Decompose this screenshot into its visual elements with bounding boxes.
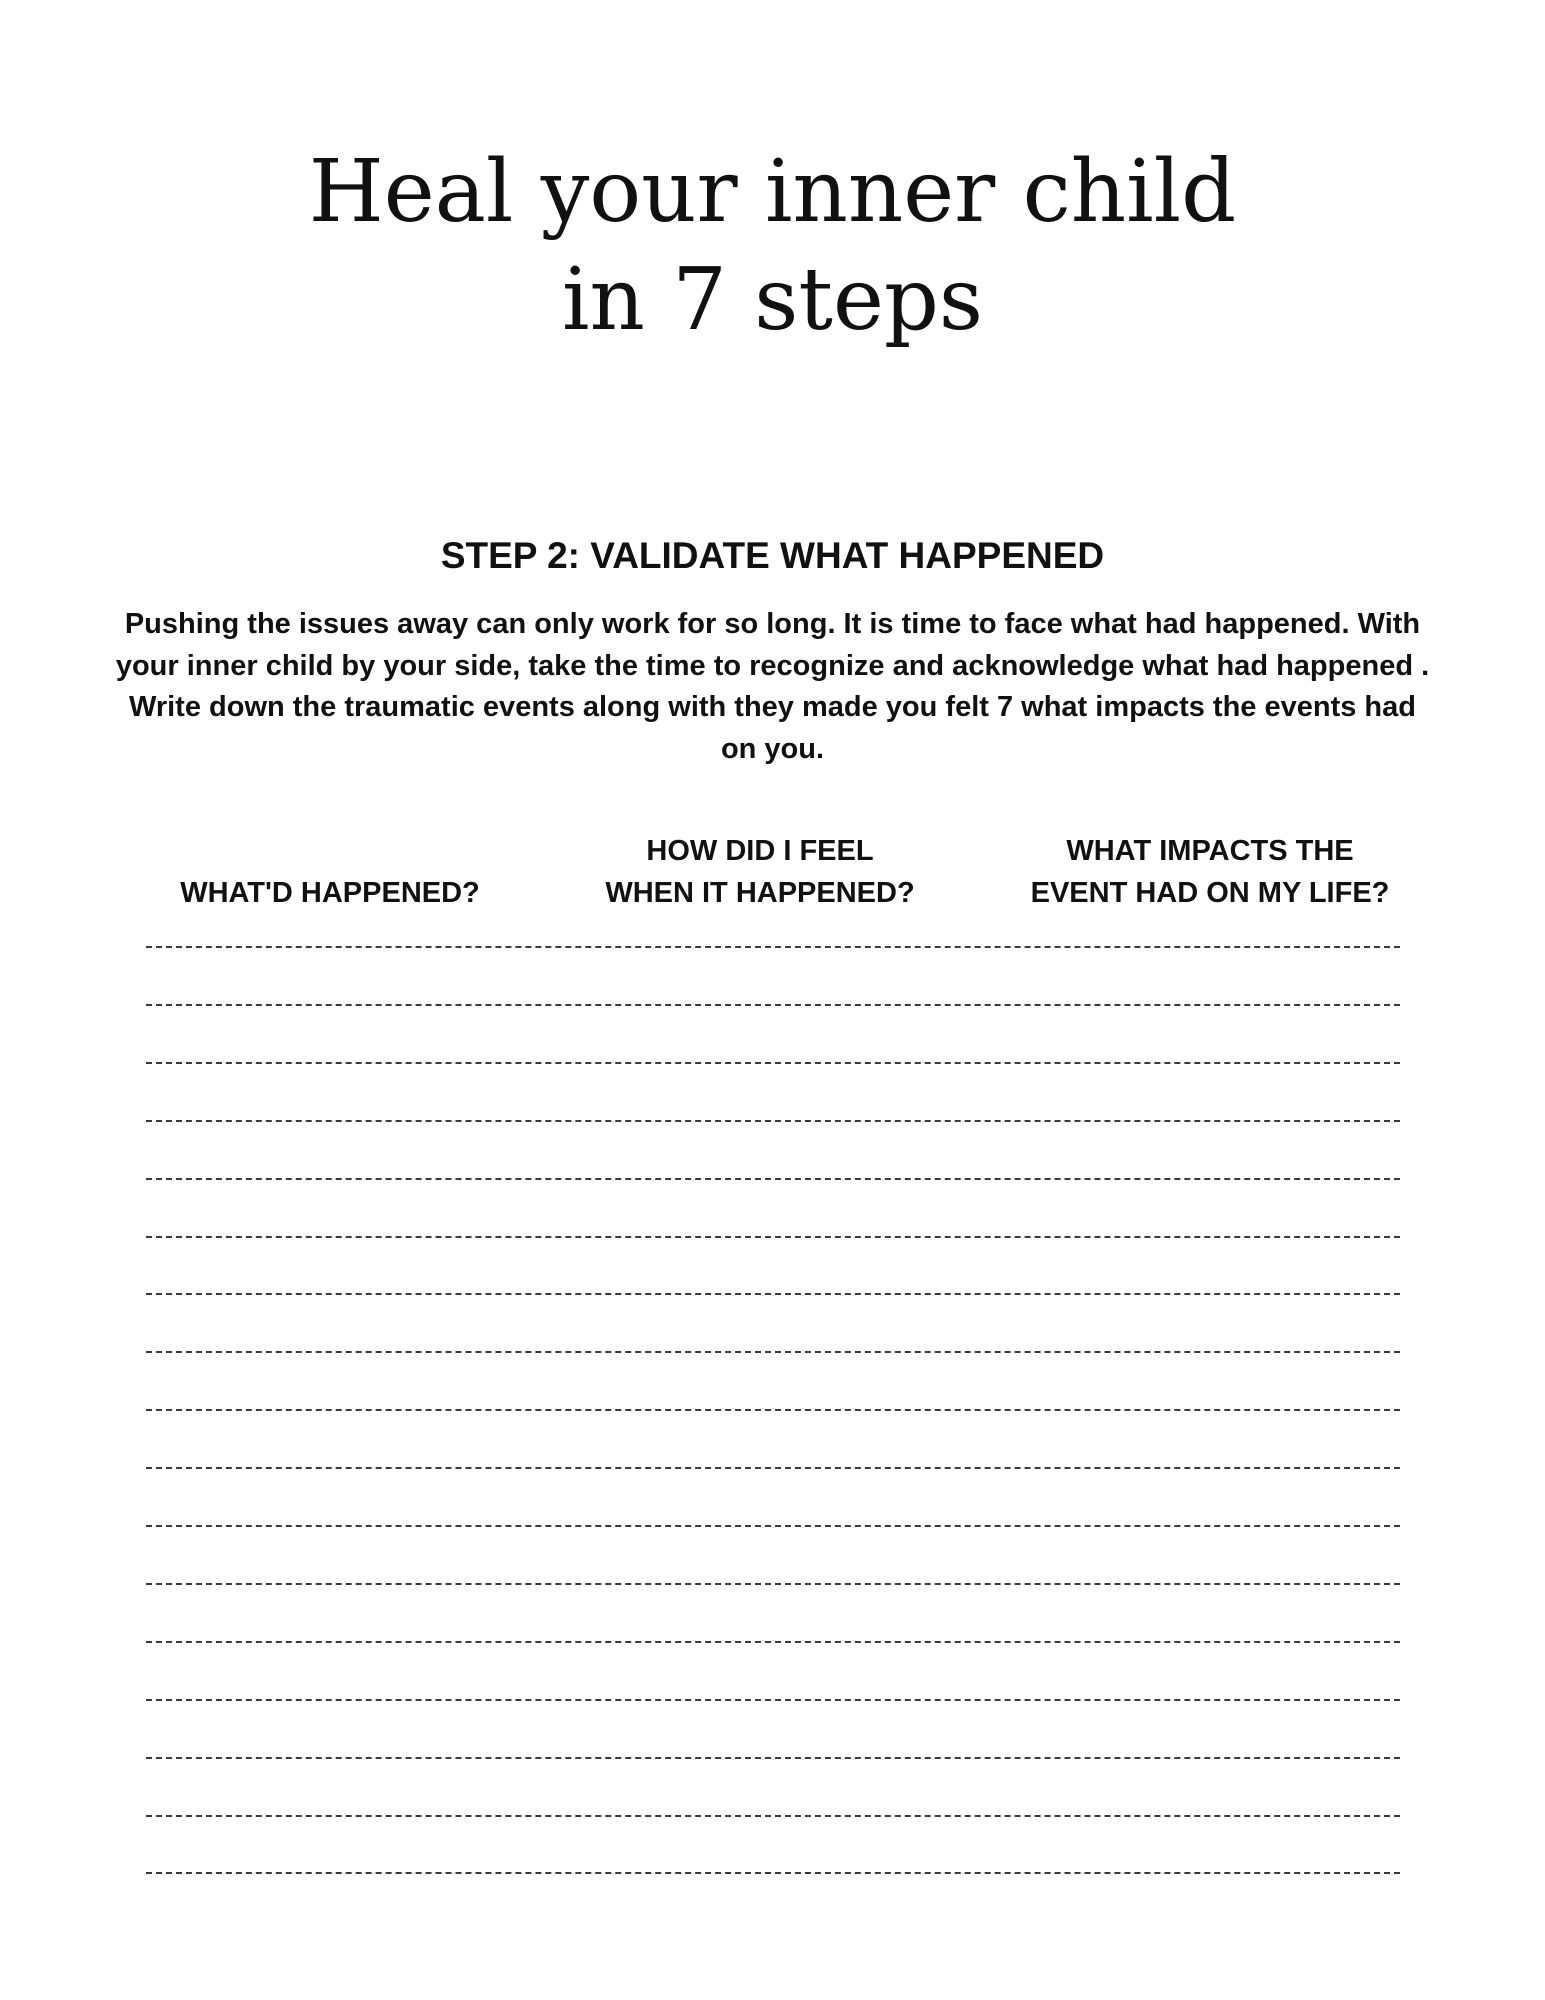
- writing-line[interactable]: [146, 1178, 1400, 1180]
- writing-line[interactable]: [146, 1699, 1400, 1701]
- writing-line[interactable]: [146, 946, 1400, 948]
- writing-line[interactable]: [146, 1062, 1400, 1064]
- column-header-line: EVENT HAD ON MY LIFE?: [1030, 877, 1390, 909]
- step-heading: STEP 2: VALIDATE WHAT HAPPENED: [440, 535, 1105, 576]
- writing-line[interactable]: [146, 1120, 1400, 1122]
- step-instructions: Pushing the issues away can only work for so long. It is time to face what had happened. With your inner child by your side, take the time to recognize and acknowledge what had happened . Write down the traumatic events along with they made you felt 7 what impacts the events had on you.: [115, 608, 1430, 765]
- column-header-line: WHEN IT HAPPENED?: [605, 877, 915, 909]
- writing-line[interactable]: [146, 1815, 1400, 1817]
- writing-line[interactable]: [146, 1757, 1400, 1759]
- writing-line[interactable]: [146, 1351, 1400, 1353]
- column-header-line: WHAT IMPACTS THE: [1066, 835, 1354, 867]
- writing-line[interactable]: [146, 1525, 1400, 1527]
- writing-area[interactable]: [146, 0, 1400, 2000]
- writing-line[interactable]: [146, 1409, 1400, 1411]
- column-header-line: WHAT'D HAPPENED?: [180, 877, 480, 909]
- title-line-1: Heal your inner child: [308, 142, 1237, 242]
- title-line-2: in 7 steps: [561, 250, 984, 350]
- column-header-line: HOW DID I FEEL: [646, 835, 874, 867]
- writing-line[interactable]: [146, 1236, 1400, 1238]
- writing-line[interactable]: [146, 1872, 1400, 1874]
- writing-line[interactable]: [146, 1293, 1400, 1295]
- writing-line[interactable]: [146, 1583, 1400, 1585]
- writing-line[interactable]: [146, 1641, 1400, 1643]
- writing-line[interactable]: [146, 1467, 1400, 1469]
- writing-line[interactable]: [146, 1004, 1400, 1006]
